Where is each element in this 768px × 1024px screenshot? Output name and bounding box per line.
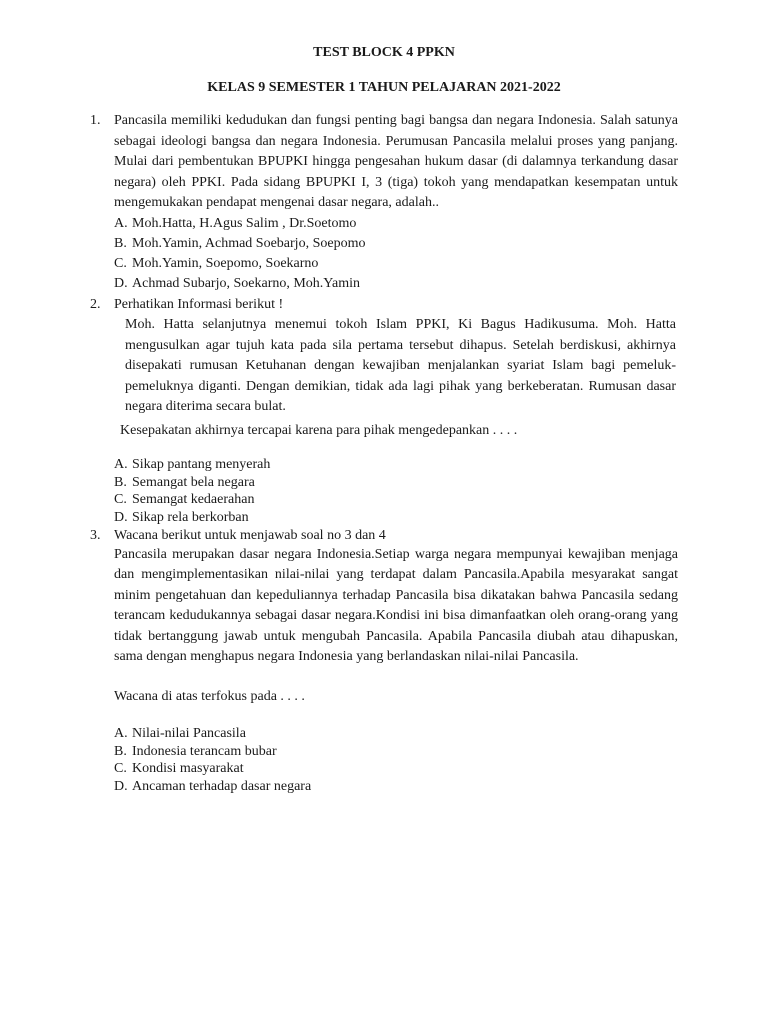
option-text: Moh.Hatta, H.Agus Salim , Dr.Soetomo <box>132 215 357 231</box>
question-3 <box>90 527 678 795</box>
option-text: Indonesia terancam bubar <box>132 743 277 759</box>
option-letter: C. <box>114 761 127 776</box>
question-number: 2. <box>90 296 101 312</box>
question-list <box>90 111 678 795</box>
option-letter: D. <box>114 509 128 525</box>
option-a <box>114 214 678 234</box>
question-text: Wacana berikut untuk menjawab soal no 3 dan 4 <box>114 528 386 543</box>
option-c <box>114 491 678 509</box>
question-text: Pancasila memiliki kedudukan dan fungsi penting bagi bangsa dan negara Indonesia. Salah satunya sebagai ideologi bangsa dan negara Indonesia. Perumusan Pancasila melalui proses yang panjang. Mulai dari pembentukan BPUPKI hingga pengesahan hukum dasar (di dalamnya terkandung dasar negara) oleh PPKI. Pada sidang BPUPKI I, 3 (tiga) tokoh yang mendapatkan kesempatan untuk mengemukakan pendapat mengenai dasar negara, adalah.. <box>114 113 678 210</box>
question-statement: Wacana di atas terfokus pada . . . . <box>114 688 305 704</box>
option-text: Sikap pantang menyerah <box>132 457 271 472</box>
option-letter: A. <box>114 457 128 472</box>
option-b <box>114 743 678 761</box>
question-2 <box>90 295 678 527</box>
option-letter: B. <box>114 235 127 251</box>
info-passage: Moh. Hatta selanjutnya menemui tokoh Islam PPKI, Ki Bagus Hadikusuma. Moh. Hatta mengusulkan agar tujuh kata pada sila pertama tersebut dihapus. Setelah berdiskusi, akhirnya disepakati rumusan Ketuhanan dengan kewajiban menjalankan syariat Islam bagi pemeluk-pemeluknya diganti. Dengan demikian, tidak ada lagi pihak yang berkeberatan. Rumusan dasar negara diterima secara bulat. <box>125 317 676 414</box>
option-text: Kondisi masyarakat <box>132 761 244 776</box>
option-d <box>114 274 678 294</box>
question-1 <box>90 111 678 294</box>
option-text: Achmad Subarjo, Soekarno, Moh.Yamin <box>132 275 361 291</box>
option-letter: B. <box>114 474 127 490</box>
option-d <box>114 778 678 796</box>
option-b <box>114 234 678 254</box>
option-text: Nilai-nilai Pancasila <box>132 726 246 741</box>
option-letter: C. <box>114 492 127 507</box>
option-text: Sikap rela berkorban <box>132 509 249 525</box>
question-number: 1. <box>90 113 101 128</box>
option-list <box>114 456 678 526</box>
option-b <box>114 474 678 492</box>
option-letter: A. <box>114 215 128 231</box>
option-letter: B. <box>114 743 127 759</box>
option-letter: D. <box>114 778 128 794</box>
option-text: Ancaman terhadap dasar negara <box>132 778 312 794</box>
option-text: Semangat bela negara <box>132 474 255 490</box>
option-letter: D. <box>114 275 128 291</box>
option-letter: C. <box>114 255 127 271</box>
question-text: Perhatikan Informasi berikut ! <box>114 296 284 312</box>
document-subtitle: KELAS 9 SEMESTER 1 TAHUN PELAJARAN 2021-2022 <box>207 80 561 95</box>
option-letter: A. <box>114 726 128 741</box>
reading-passage: Pancasila merupakan dasar negara Indonesia.Setiap warga negara mempunyai kewajiban menjaga dan mengimplementasikan nilai-nilai yang terdapat dalam Pancasila.Apabila mesyarakat sangat minim pengetahuan dan kepeduliannya terhadap Pancasila bisa dikatakan bahwa Pancasila sedang terancam kedudukannya sebagai dasar negara.Kondisi ini bisa dimanfaatkan oleh orang-orang yang tidak bertanggung jawab untuk mengubah Pancasila. Apabila Pancasila diubah atau dihapuskan, sama dengan menghapus negara Indonesia yang berlandaskan nilai-nilai Pancasila. <box>114 546 678 664</box>
option-a <box>114 456 678 474</box>
question-number: 3. <box>90 528 101 543</box>
document-title: TEST BLOCK 4 PPKN <box>313 45 455 60</box>
option-c <box>114 760 678 778</box>
option-list <box>114 725 678 795</box>
question-lead: Kesepakatan akhirnya tercapai karena para pihak mengedepankan . . . . <box>120 422 518 438</box>
option-a <box>114 725 678 743</box>
option-list <box>114 214 678 294</box>
option-c <box>114 254 678 274</box>
option-text: Semangat kedaerahan <box>132 492 255 507</box>
option-d <box>114 509 678 527</box>
option-text: Moh.Yamin, Achmad Soebarjo, Soepomo <box>132 235 366 251</box>
option-text: Moh.Yamin, Soepomo, Soekarno <box>132 255 319 271</box>
